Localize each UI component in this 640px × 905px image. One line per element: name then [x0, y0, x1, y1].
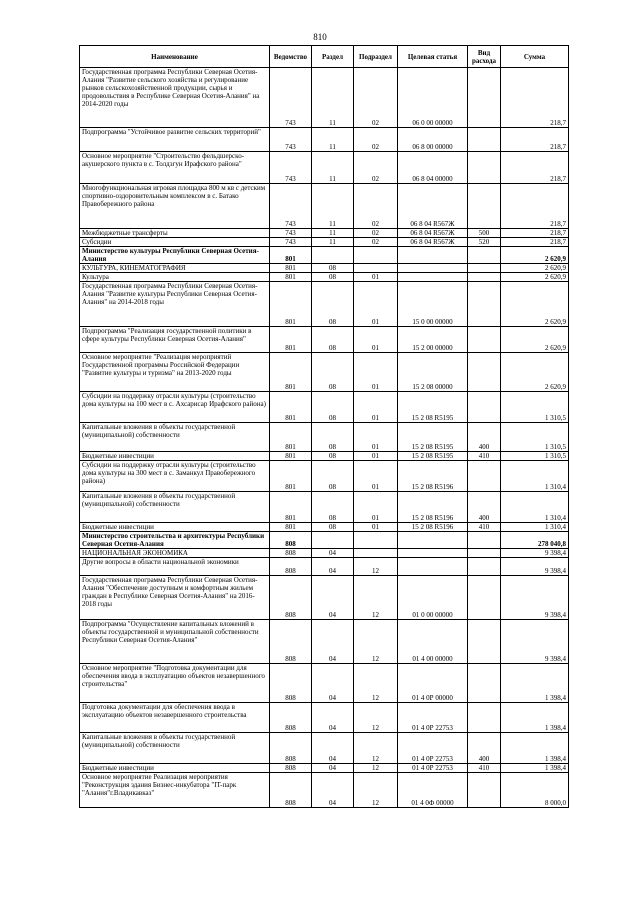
cell-name: Капитальные вложения в объекты государственной (муниципальной) собственности	[80, 733, 270, 764]
cell-sum: 1 310,5	[501, 392, 569, 423]
cell-target: 15 2 08 R5196	[398, 492, 468, 523]
cell-target: 15 2 08 R5196	[398, 523, 468, 532]
cell-vid	[468, 461, 501, 492]
cell-vedomstvo: 801	[270, 282, 312, 327]
table-row	[80, 327, 569, 353]
cell-vedomstvo: 801	[270, 392, 312, 423]
table-row	[80, 576, 569, 620]
cell-target: 15 2 08 00000	[398, 353, 468, 392]
cell-razdel: 04	[312, 549, 354, 558]
cell-podrazdel: 01	[354, 452, 398, 461]
cell-name: Подготовка документации для обеспечения ввода в эксплуатацию объектов незавершенного строительства	[80, 703, 270, 733]
table-row	[80, 558, 569, 576]
cell-sum: 1 398,4	[501, 764, 569, 773]
cell-target	[398, 558, 468, 576]
cell-name: Бюджетные инвестиции	[80, 764, 270, 773]
cell-name: Основное мероприятие "Строительство фельдшерско-акушерского пункта в с. Толдзгун Ирафского района"	[80, 152, 270, 184]
cell-razdel: 11	[312, 229, 354, 238]
cell-sum: 2 620,9	[501, 327, 569, 353]
cell-sum: 218,7	[501, 68, 569, 128]
cell-razdel: 04	[312, 558, 354, 576]
table-row	[80, 773, 569, 808]
header-podrazdel: Подраздел	[354, 46, 398, 68]
cell-podrazdel: 12	[354, 620, 398, 664]
table-row	[80, 764, 569, 773]
cell-vid: 410	[468, 764, 501, 773]
header-target: Целевая статья	[398, 46, 468, 68]
table-row	[80, 392, 569, 423]
header-sum: Сумма	[501, 46, 569, 68]
cell-sum: 1 310,5	[501, 423, 569, 452]
cell-target: 01 4 00 00000	[398, 620, 468, 664]
header-vid: Вид расхода	[468, 46, 501, 68]
cell-name: Государственная программа Республики Северная Осетия-Алания "Развитие культуры Республики Северная Осетия-Алания" на 2014-2018 годы	[80, 282, 270, 327]
budget-table	[79, 45, 569, 808]
table-row	[80, 152, 569, 184]
cell-razdel: 08	[312, 523, 354, 532]
cell-podrazdel: 02	[354, 152, 398, 184]
header-razdel: Раздел	[312, 46, 354, 68]
cell-vedomstvo: 808	[270, 532, 312, 549]
cell-target: 01 4 0Ф 00000	[398, 773, 468, 808]
cell-vid	[468, 152, 501, 184]
page-number: 810	[313, 32, 327, 42]
cell-razdel: 04	[312, 620, 354, 664]
cell-vedomstvo: 801	[270, 273, 312, 282]
cell-podrazdel: 01	[354, 461, 398, 492]
cell-target: 15 0 00 00000	[398, 282, 468, 327]
cell-vid	[468, 282, 501, 327]
table-row	[80, 184, 569, 229]
cell-razdel: 11	[312, 238, 354, 247]
header-name: Наименование	[80, 46, 270, 68]
cell-name: Основное мероприятие "Подготовка документации для обеспечения ввода в эксплуатацию объектов незавершенного строительства"	[80, 664, 270, 703]
cell-target: 06 8 00 00000	[398, 128, 468, 152]
cell-sum: 2 620,9	[501, 247, 569, 264]
cell-target: 15 2 08 R5196	[398, 461, 468, 492]
cell-sum: 1 310,4	[501, 523, 569, 532]
cell-podrazdel: 01	[354, 282, 398, 327]
cell-podrazdel: 02	[354, 68, 398, 128]
cell-vedomstvo: 808	[270, 764, 312, 773]
cell-vedomstvo: 808	[270, 664, 312, 703]
cell-podrazdel: 01	[354, 492, 398, 523]
cell-target: 15 2 08 R5195	[398, 423, 468, 452]
cell-name: Межбюджетные трансферты	[80, 229, 270, 238]
cell-podrazdel: 01	[354, 423, 398, 452]
cell-vedomstvo: 801	[270, 264, 312, 273]
cell-vid	[468, 703, 501, 733]
cell-razdel: 04	[312, 764, 354, 773]
cell-vedomstvo: 808	[270, 620, 312, 664]
table-row	[80, 733, 569, 764]
cell-vedomstvo: 808	[270, 576, 312, 620]
table-row	[80, 703, 569, 733]
cell-sum: 1 310,5	[501, 452, 569, 461]
cell-vid	[468, 664, 501, 703]
cell-vid	[468, 327, 501, 353]
cell-target: 01 4 0Р 22753	[398, 703, 468, 733]
table-row	[80, 492, 569, 523]
cell-podrazdel: 01	[354, 353, 398, 392]
cell-vid	[468, 353, 501, 392]
cell-sum: 1 398,4	[501, 664, 569, 703]
cell-podrazdel: 12	[354, 773, 398, 808]
cell-vedomstvo: 743	[270, 238, 312, 247]
cell-vid	[468, 773, 501, 808]
cell-podrazdel: 02	[354, 229, 398, 238]
cell-vedomstvo: 801	[270, 247, 312, 264]
cell-vedomstvo: 801	[270, 452, 312, 461]
cell-razdel: 08	[312, 282, 354, 327]
table-row	[80, 128, 569, 152]
cell-razdel: 08	[312, 461, 354, 492]
cell-vid	[468, 273, 501, 282]
cell-podrazdel: 12	[354, 764, 398, 773]
cell-sum: 9 398,4	[501, 549, 569, 558]
cell-razdel: 08	[312, 353, 354, 392]
cell-name: Подпрограмма "Осуществление капитальных вложений в объекты государственной и муниципальной собственности Республики Северная Осетия-Алания"	[80, 620, 270, 664]
cell-vid	[468, 264, 501, 273]
cell-podrazdel: 01	[354, 327, 398, 353]
cell-name: Министерство строительства и архитектуры Республики Северная Осетия-Алания	[80, 532, 270, 549]
cell-sum: 2 620,9	[501, 264, 569, 273]
cell-sum: 2 620,9	[501, 282, 569, 327]
cell-vedomstvo: 801	[270, 461, 312, 492]
cell-sum: 1 398,4	[501, 703, 569, 733]
cell-sum: 218,7	[501, 229, 569, 238]
cell-razdel: 04	[312, 733, 354, 764]
cell-sum: 8 000,0	[501, 773, 569, 808]
cell-name: Субсидии на поддержку отрасли культуры (строительство дома культуры на 300 мест в с. Заманкул Правобережного района)	[80, 461, 270, 492]
cell-name: Подпрограмма "Реализация государственной политики в сфере культуры Республики Северная Осетия-Алания"	[80, 327, 270, 353]
table-row	[80, 523, 569, 532]
cell-vid	[468, 247, 501, 264]
cell-razdel: 08	[312, 392, 354, 423]
cell-vedomstvo: 743	[270, 152, 312, 184]
cell-vedomstvo: 743	[270, 184, 312, 229]
cell-vedomstvo: 801	[270, 423, 312, 452]
cell-target: 15 2 00 00000	[398, 327, 468, 353]
cell-sum: 9 398,4	[501, 558, 569, 576]
cell-name: Подпрограмма "Устойчивое развитие сельских территорий"	[80, 128, 270, 152]
cell-name: Бюджетные инвестиции	[80, 523, 270, 532]
cell-podrazdel	[354, 264, 398, 273]
cell-vedomstvo: 808	[270, 703, 312, 733]
cell-podrazdel: 12	[354, 733, 398, 764]
cell-razdel: 04	[312, 703, 354, 733]
cell-target: 06 8 04 R567Ж	[398, 184, 468, 229]
cell-podrazdel: 12	[354, 664, 398, 703]
cell-name: Основное мероприятие Реализация мероприятия "Реконструкция здания Бизнес-инкубатора "IT-парк "Алания"г.Владикавказ"	[80, 773, 270, 808]
cell-vid: 500	[468, 229, 501, 238]
cell-sum: 278 040,8	[501, 532, 569, 549]
cell-vedomstvo: 808	[270, 549, 312, 558]
cell-podrazdel: 01	[354, 523, 398, 532]
table-row	[80, 353, 569, 392]
cell-target: 06 8 04 00000	[398, 152, 468, 184]
cell-razdel: 08	[312, 423, 354, 452]
cell-vedomstvo: 743	[270, 128, 312, 152]
cell-name: Основное мероприятие "Реализация мероприятий Государственной программы Российской Федерации "Развитие культуры и туризма" на 2013-2020 годы	[80, 353, 270, 392]
cell-target	[398, 273, 468, 282]
cell-podrazdel	[354, 247, 398, 264]
cell-target: 01 0 00 00000	[398, 576, 468, 620]
cell-razdel	[312, 247, 354, 264]
cell-podrazdel: 02	[354, 184, 398, 229]
cell-vid	[468, 558, 501, 576]
cell-name: Капитальные вложения в объекты государственной (муниципальной) собственности	[80, 423, 270, 452]
cell-sum: 218,7	[501, 152, 569, 184]
cell-razdel: 11	[312, 152, 354, 184]
cell-razdel: 11	[312, 184, 354, 229]
cell-target: 15 2 08 R5195	[398, 392, 468, 423]
cell-razdel	[312, 532, 354, 549]
table-row	[80, 282, 569, 327]
cell-sum: 1 310,4	[501, 461, 569, 492]
table-row	[80, 532, 569, 549]
cell-name: Культура	[80, 273, 270, 282]
table-row	[80, 229, 569, 238]
table-row	[80, 423, 569, 452]
cell-target: 01 4 0Р 00000	[398, 664, 468, 703]
cell-razdel: 08	[312, 264, 354, 273]
cell-podrazdel: 02	[354, 238, 398, 247]
cell-target: 06 0 00 00000	[398, 68, 468, 128]
cell-target	[398, 549, 468, 558]
cell-podrazdel: 01	[354, 392, 398, 423]
cell-podrazdel: 12	[354, 576, 398, 620]
cell-vid: 400	[468, 733, 501, 764]
cell-vid: 410	[468, 452, 501, 461]
cell-name: КУЛЬТУРА, КИНЕМАТОГРАФИЯ	[80, 264, 270, 273]
cell-razdel: 04	[312, 664, 354, 703]
table-row	[80, 452, 569, 461]
cell-name: Государственная программа Республики Северная Осетия-Алания "Обеспечение доступным и комфортным жильем граждан в Республике Северная Осетия-Алания" на 2016-2018 годы	[80, 576, 270, 620]
cell-razdel: 11	[312, 128, 354, 152]
cell-target: 01 4 0Р 22753	[398, 733, 468, 764]
cell-sum: 9 398,4	[501, 576, 569, 620]
cell-vedomstvo: 801	[270, 492, 312, 523]
table-row	[80, 264, 569, 273]
cell-name: Другие вопросы в области национальной экономики	[80, 558, 270, 576]
cell-vid: 520	[468, 238, 501, 247]
cell-target: 15 2 08 R5195	[398, 452, 468, 461]
cell-target: 06 8 04 R567Ж	[398, 238, 468, 247]
cell-razdel: 08	[312, 492, 354, 523]
cell-name: Бюджетные инвестиции	[80, 452, 270, 461]
cell-vedomstvo: 808	[270, 773, 312, 808]
table-row	[80, 461, 569, 492]
cell-sum: 218,7	[501, 238, 569, 247]
cell-vedomstvo: 808	[270, 558, 312, 576]
cell-podrazdel	[354, 532, 398, 549]
cell-vid	[468, 549, 501, 558]
cell-vid	[468, 620, 501, 664]
cell-razdel: 08	[312, 327, 354, 353]
table-row	[80, 238, 569, 247]
cell-vid	[468, 392, 501, 423]
cell-razdel: 04	[312, 576, 354, 620]
cell-podrazdel: 01	[354, 273, 398, 282]
cell-sum: 218,7	[501, 184, 569, 229]
cell-name: Министерство культуры Республики Северная Осетия-Алания	[80, 247, 270, 264]
cell-podrazdel: 12	[354, 703, 398, 733]
cell-vedomstvo: 801	[270, 327, 312, 353]
cell-target	[398, 247, 468, 264]
cell-vedomstvo: 808	[270, 733, 312, 764]
cell-sum: 1 398,4	[501, 733, 569, 764]
table-row	[80, 247, 569, 264]
cell-podrazdel	[354, 549, 398, 558]
cell-vid	[468, 128, 501, 152]
cell-target: 06 8 04 R567Ж	[398, 229, 468, 238]
cell-name: Государственная программа Республики Северная Осетия-Алания "Развитие сельского хозяйства и регулирование рынков сельскохозяйственной продукции, сырья и продовольствия в Республике Северная Осетия-Алания" на 2014-2020 годы	[80, 68, 270, 128]
cell-podrazdel: 12	[354, 558, 398, 576]
table-row	[80, 549, 569, 558]
cell-razdel: 04	[312, 773, 354, 808]
cell-vedomstvo: 801	[270, 523, 312, 532]
cell-vid	[468, 576, 501, 620]
header-vedomstvo: Ведомство	[270, 46, 312, 68]
cell-sum: 9 398,4	[501, 620, 569, 664]
cell-vid: 400	[468, 492, 501, 523]
cell-name: Субсидии	[80, 238, 270, 247]
table-row	[80, 664, 569, 703]
cell-sum: 2 620,9	[501, 273, 569, 282]
cell-name: Капитальные вложения в объекты государственной (муниципальной) собственности	[80, 492, 270, 523]
cell-name: Субсидии на поддержку отрасли культуры (строительство дома культуры на 100 мест в с. Ахсарисар Ирафского района)	[80, 392, 270, 423]
cell-razdel: 08	[312, 273, 354, 282]
cell-vid	[468, 68, 501, 128]
cell-vedomstvo: 743	[270, 229, 312, 238]
table-row	[80, 68, 569, 128]
cell-vid	[468, 184, 501, 229]
cell-target	[398, 264, 468, 273]
cell-target	[398, 532, 468, 549]
cell-podrazdel: 02	[354, 128, 398, 152]
cell-sum: 2 620,9	[501, 353, 569, 392]
cell-vedomstvo: 743	[270, 68, 312, 128]
table-row	[80, 273, 569, 282]
cell-target: 01 4 0Р 22753	[398, 764, 468, 773]
cell-vedomstvo: 801	[270, 353, 312, 392]
cell-razdel: 11	[312, 68, 354, 128]
cell-vid: 410	[468, 523, 501, 532]
cell-name: НАЦИОНАЛЬНАЯ ЭКОНОМИКА	[80, 549, 270, 558]
cell-sum: 218,7	[501, 128, 569, 152]
table-header-row	[80, 46, 569, 68]
cell-name: Многофункциональная игровая площадка 800 м кв с детским спортивно-оздоровительным комплексом в с. Батако Правобережного района	[80, 184, 270, 229]
cell-vid: 400	[468, 423, 501, 452]
table-row	[80, 620, 569, 664]
cell-vid	[468, 532, 501, 549]
cell-razdel: 08	[312, 452, 354, 461]
cell-sum: 1 310,4	[501, 492, 569, 523]
